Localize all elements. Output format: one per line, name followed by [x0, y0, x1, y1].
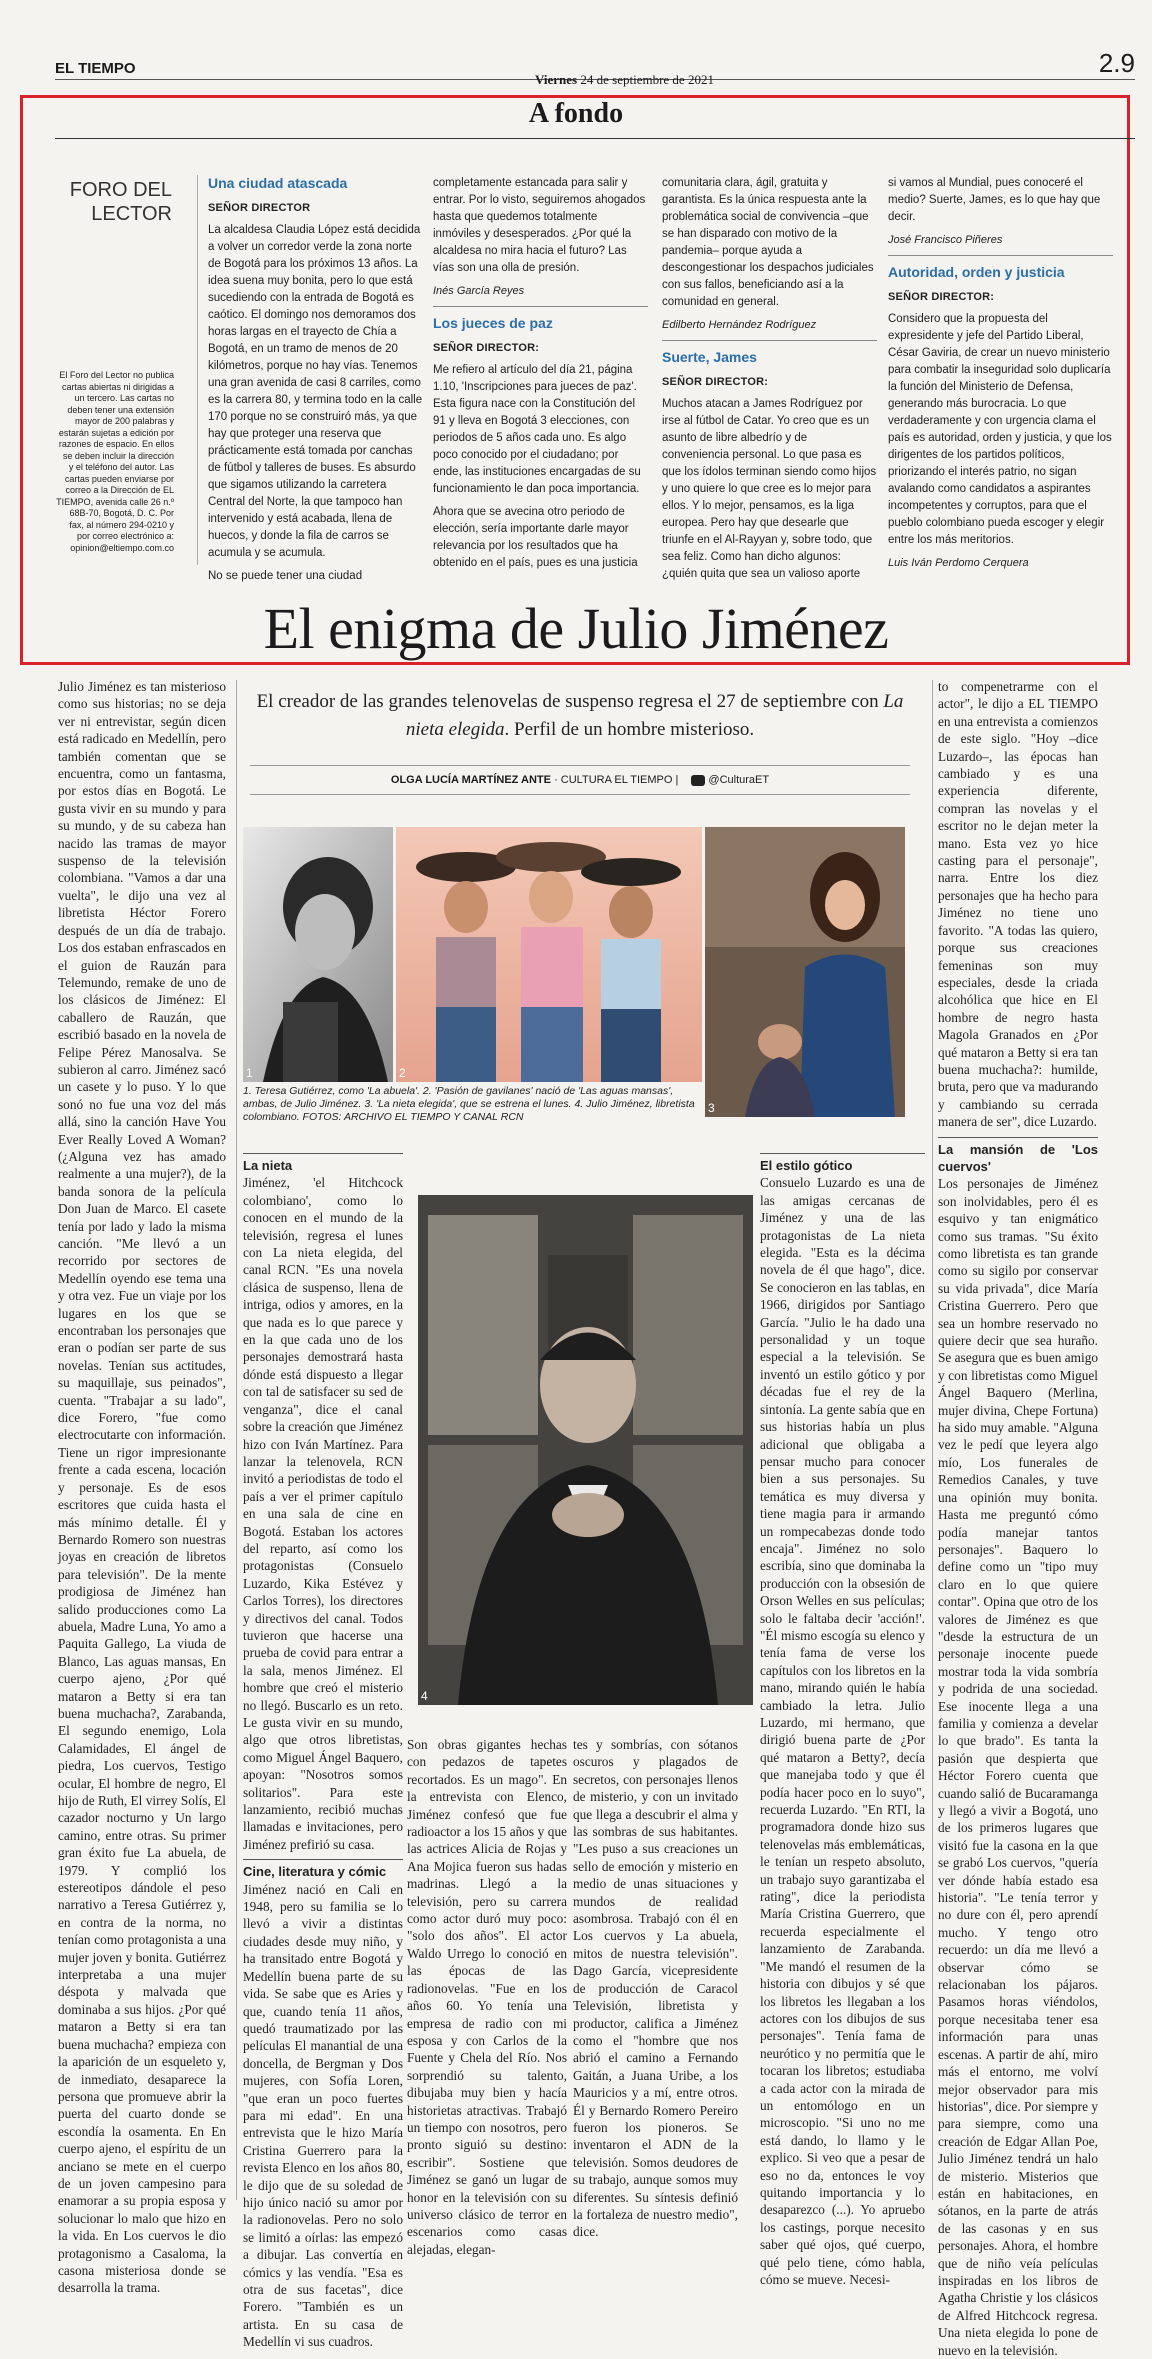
- article-column-6: to compenetrarme con el actor", le dijo a EL TIEMPO en una entrevista a comienzos de este siglo. "Hoy –dice Luzardo–, las épocas han cambiado y es una experiencia diferente, compran las novelas y el escritor no le dejan meter la mano. Esta vez yo hice casting para el personaje", narra. Entre los diez personajes que ha hecho para Jiménez no tiene uno favorito. "A todas las quiero, porque sus creaciones femeninas son muy especiales, desde la criada alcohólica que hice en El hombre de negro hasta Magola Granados en ¿Por qué mataron a Betty si era tan buena muchacha?: humilde, bruta, pero que va madurando y cambiando su cerrada manera de ser", dice Luzardo. La mansión de 'Los cuervos' Los personajes de Jiménez son inolvidables, pero él es esquivo y tan enigmático como sus tramas. "Su éxito como libretista es tan grande como su sigilo por conservar su vida privada", dice María Cristina Guerrero. Pero que sea un hombre reservado no quiere decir que sea huraño. Se asegura que es buen amigo y con libretistas como Miguel Ángel Baquero (Merlina, mujer divina, Chepe Fortuna) ha sido muy amable. "Alguna vez le pedí que leyera algo mío, Los funerales de Remedios Canales, y tuve una opinión muy bonita. Hasta me preguntó cómo podía manejar tantos personajes". Baquero lo define como un "tipo muy claro en lo que quiere contar". Opina que otro de los valores de Jiménez es que "desde la estructura de un personaje inocente puede mostrar toda la vida sombría y podrida de una sociedad. Ese inocente llega a una familia y comienza a develar lo que brado". Es tanta la pasión que despierta que Héctor Forero cuenta que cuando salió de Bucaramanga y llegó a vivir a Bogotá, uno de los primeros lugares que visitó fue la casona en la que se grabó Los cuervos, "quería ver dónde había estado esa historia". "Le tenía terror y no dure con él, pero aprendí mucho. Y tengo otro recuerdo: un día me llevó a observar cómo se relacionaban los pájaros. Pasamos horas viéndolos, porque necesitaba tener esa información para unas escenas. A partir de ahí, miro más el entorno, me volví mejor observador para mis historias", dice. Por siempre y para siempre, como una creación de Edgar Allan Poe, Julio Jiménez tendrá un halo de misterio. Misterios que están en habitaciones, en sótanos, en la parte de atrás de las casonas y en sus personajes. Ahora, el hombre que de niño veía películas inspiradas en los libros de Agatha Christie y los clásicos de Alfred Hitchcock regresa. Una nieta elegida lo pone de nuevo en la televisión.: [938, 679, 1098, 2358]
- letter-title: Suerte, James: [662, 349, 757, 365]
- letter-signature: Luis Iván Perdomo Cerquera: [888, 557, 1029, 569]
- article-column-4: tes y sombrías, con sótanos oscuros y plagados de secretos, con personajes llenos de misterio, y con un invitado que llega a descubrir el alma y las sombras de sus habitantes. "Les puso a sus creaciones un sello de emoción y misterio en medio de unas situaciones y mundos de realidad asombrosa. Trabajó con él en Los cuervos y La abuela, mitos de nuestra televisión". Dago García, vicepresidente de producción de Caracol Televisión, libretista y productor, califica a Jiménez como el "hombre que nos abrió el camino a Fernando Gaitán, a Juana Uribe, a los Mauricios y a mí, entre otros. Él y Bernardo Romero Pereiro fueron los pioneros. Se inventaron el ADN de la televisión. Somos deudores de su trabajo, aunque somos muy diferentes. Su síntesis definió la fortaleza de nuestro medio", dice.: [573, 1737, 738, 2240]
- header-date: Viernes 24 de septiembre de 2021: [535, 72, 714, 87]
- letter-title: Una ciudad atascada: [208, 175, 348, 191]
- letter-salutation: SEÑOR DIRECTOR: [208, 202, 311, 214]
- letter-column-3: [662, 175, 877, 589]
- letter-title: Autoridad, orden y justicia: [888, 264, 1065, 280]
- article-column-5: El estilo gótico Consuelo Luzardo es una de las amigas cercanas de Jiménez y una de las protagonistas de La nieta elegida. "Esta es la décima novela de él que hago", dice. Se conocieron en las tablas, en 1966, dirigidos por Santiago García. "Julio le ha dado una personalidad y un toque especial a la televisión. Se inventó un estilo gótico y por décadas fue el rey de la sintonía. La gente sabía que en sus historias había un plus adicional que obligaba a pensar mucho para conocer bien a sus personajes. Su temática es muy diversa y tiene magia para ir armando un rompecabezas donde todo encaja". Jiménez no solo escribía, sino que dominaba la producción con la obsesión de Orson Welles en sus películas; solo le faltaba decir 'acción!'. "Él mismo escogía su elenco y tenía fama de verse los capítulos con los libretos en la mano, mirando quién le había cambiado la letra. Julio Luzardo, mi hermano, que dirigió buena parte de ¿Por qué mataron a Betty?, decía que manejaba todo y que él podía hacer poco en lo suyo", recuerda Luzardo. "En RTI, la programadora donde hizo sus telenovelas más emblemáticas, le tenían un respeto absoluto, un trabajo suyo garantizaba el rating", dice la periodista María Cristina Guerrero, que recuerda especialmente el lanzamiento de Zarabanda. "Me mandó el resumen de la historia con dibujos y sé que los libretos les llegaban a los actores con los dibujos de sus personajes". Tenía fama de neurótico y no permitía que le tocaran los libretos; estudiaba a cada actor con la mirada de un entomólogo en un microscopio. "Si uno no me está dando, lo llamo y le explico. Si veo que a pesar de eso no da, entonces le voy quitando importancia y lo desaparezco (...). Yo apruebo los castings, porque necesito saber qué ojos, qué cuerpo, qué pelo tiene, cómo habla, cómo se mueve. Necesi-: [760, 1147, 925, 2207]
- letter-paragraph: comunitaria clara, ágil, gratuita y garantista. Es la única respuesta ante la problemática social de convivencia –que se han disparado con motivo de la pandemia– porque ayuda a descongestionar los despachos judiciales con sus fallos, beneficiando así a la comunidad en general.: [662, 177, 874, 308]
- twitter-icon: [691, 775, 705, 786]
- letter-signature: Inés García Reyes: [433, 283, 648, 307]
- letter-salutation: SEÑOR DIRECTOR:: [662, 376, 769, 388]
- section-heading: Cine, literatura y cómic: [243, 1859, 403, 1880]
- letter-title: Los jueces de paz: [433, 315, 553, 331]
- letter-salutation: SEÑOR DIRECTOR:: [433, 342, 540, 354]
- letter-paragraph: Me refiero al artículo del día 21, página 1.10, 'Inscripciones para jueces de paz'. Esta figura nace con la Constitución del 91 y lleva en Bogotá 3 elecciones, con periodos de 5 años cada uno. Es algo poco conocido por el ciudadano; por ende, las instituciones encargadas de su funcionamiento le dan poca importancia.: [433, 364, 641, 495]
- section-heading: La mansión de 'Los cuervos': [938, 1137, 1098, 1176]
- byline: OLGA LUCÍA MARTÍNEZ ANTE · CULTURA EL TIEMPO | @CulturaET: [250, 765, 910, 795]
- page-header: [55, 48, 1135, 87]
- letter-paragraph: Muchos atacan a James Rodríguez por irse al fútbol de Catar. Yo creo que es un asunto de libre albedrío y de conveniencia personal. Lo que pasa es que los ídolos terminan siendo como hijos y uno quiere lo que cree es lo mejor para ellos. Y lo mejor, pensamos, es la liga europea. Pero hay que desearle que triunfe en el Al-Rayyan y, sobre todo, que sea feliz. Como han dicho algunos: ¿quién quita que sea un valioso aporte: [662, 398, 877, 580]
- foro-note: El Foro del Lector no publica cartas abiertas ni dirigidas a un tercero. Las cartas no deben tener una extensión mayor de 200 palabras y estarán sujetas a edición por razones de espacio. En ellos se deben incluir la dirección y el teléfono del autor. Las cartas pueden enviarse por correo a la Dirección de EL TIEMPO, avenida calle 26 n.º 68B-70, Bogotá, D. C. Por fax, al número 294-0210 y por correo electrónico a: opinion@eltiempo.com.co: [56, 370, 174, 553]
- photo-caption: 1. Teresa Gutiérrez, como 'La abuela'. 2. 'Pasión de gavilanes' nació de 'Las aguas mansas', ambas, de Julio Jiménez. 3. 'La nieta elegida', que se estrena el lunes. 4. Julio Jiménez, libretista colombiano. FOTOS: ARCHIVO EL TIEMPO Y CANAL RCN: [243, 1085, 695, 1123]
- letter-paragraph: La alcaldesa Claudia López está decidida a volver un corredor verde la zona norte de Bogotá para los próximos 13 años. La idea suena muy bonita, pero lo que está sucediendo con la entrada de Bogotá es caótico. El domingo nos demoramos dos horas largas en el trayecto de Chía a Bogotá, en un tramo de menos de 20 kilómetros, porque no hay vías. Tenemos una gran avenida de casi 8 carriles, como es la carrera 80, y termina todo en la calle 170 porque no se construiró más, ya que hay que proteger una reserva que prácticamente está tomada por canchas de fútbol y talleres de buses. Es absurdo que sigamos utilizando la carretera Central del Norte, la que tampoco han intervenido y está acabada, llena de huecos, y donde la fila de carros se acumula y se acumula.: [208, 224, 423, 559]
- letter-paragraph: Ahora que se avecina otro periodo de elección, sería importante darle mayor relevancia por los resultados que ha obtenido en el país, pues es una justicia: [433, 506, 638, 569]
- column-divider: [932, 680, 933, 2200]
- column-divider: [197, 175, 198, 565]
- section-title: A fondo: [528, 98, 624, 129]
- twitter-handle: @CulturaET: [708, 774, 770, 786]
- section-heading: La nieta: [243, 1153, 403, 1174]
- photo-number: 3: [708, 1101, 715, 1115]
- letter-paragraph: si vamos al Mundial, pues conoceré el medio? Suerte, James, es lo que hay que decir.: [888, 177, 1101, 223]
- article-subtitle: El creador de las grandes telenovelas de suspenso regresa el 27 de septiembre con La nieta elegida. Perfil de un hombre misterioso.: [256, 691, 904, 740]
- article-column-2: La nieta Jiménez, 'el Hitchcock colombiano', como lo conocen en el mundo de la televisión, regresa el lunes con La nieta elegida, del canal RCN. "Es una novela clásica de suspenso, llena de intriga, odios y amores, en la que nada es lo que parece y en la que cada uno de los personajes demostrará hasta dónde está dispuesto a llegar con tal de satisfacer su sed de venganza", dice el canal sobre la creación que Jiménez hizo con Iván Martínez. Para lanzar la telenovela, RCN invitó a periodistas de todo el país a ver el primer capítulo en una sala de cine en Bogotá. Estaban los actores del reparto, así como los protagonistas (Consuelo Luzardo, Kika Estévez y Carlos Torres), los directores y directivos del canal. Todos tuvieron que hacerse una prueba de covid para entrar a la sala, menos Jiménez. El hombre que creó el misterio no llegó. Buscarlo es un reto. Le gusta vivir en su mundo, algo que otros libretistas, como Miguel Ángel Baquero, apoyan: "Nosotros somos solitarios". Para este lanzamiento, recibió muchas llamadas e invitaciones, pero Jiménez prefirió su casa. Cine, literatura y cómic Jiménez nació en Cali en 1948, pero su familia se lo llevó a vivir a distintas ciudades desde muy niño, y ha transitado entre Bogotá y Medellín buena parte de su vida. Se sabe que es Aries y que, cuando tenía 11 años, quedó traumatizado por las películas El manantial de una doncella, de Bergman y Dos mujeres, con Sofía Loren, "que eran un poco fuertes para mi edad". En una entrevista que le hizo María Cristina Guerrero para la revista Elenco en los años 80, le dijo que de su soledad de hijo único nació su amor por la radionovelas. Pero no solo se limitó a oírlas: las empezó a dibujar. Las convertía en cómics y las vendía. "Esa es otra de sus facetas", dice Forero. "También es un artista. En su casa de Medellín vi sus cuadros.: [243, 1147, 403, 2351]
- photo-number: 2: [399, 1066, 406, 1080]
- section-rule: [55, 138, 1135, 139]
- letter-paragraph: completamente estancada para salir y entrar. Por lo visto, seguiremos ahogados hasta que quedemos totalmente inmóviles y desesperados. ¿Por qué la alcaldesa no mira hacia el futuro? Las vías son una olla de presión.: [433, 177, 646, 274]
- page-number: 2.9: [1098, 48, 1135, 78]
- letter-column-4: [888, 175, 1113, 586]
- section-heading: El estilo gótico: [760, 1153, 925, 1174]
- letter-salutation: SEÑOR DIRECTOR:: [888, 291, 995, 303]
- letter-signature: José Francisco Piñeres: [888, 232, 1113, 256]
- photo-pasion-de-gavilanes: [396, 827, 702, 1082]
- photo-julio-jimenez: [418, 1195, 753, 1705]
- letter-paragraph: No se puede tener una ciudad: [208, 570, 363, 582]
- column-divider: [236, 680, 237, 2200]
- letter-signature: Edilberto Hernández Rodríguez: [662, 317, 877, 341]
- letter-paragraph: Considero que la propuesta del expresidente y jefe del Partido Liberal, César Gaviria, de crear un nuevo ministerio para combatir la inseguridad solo duplicaría la función del Ministerio de Defensa, generando más burocracia. Lo que verdaderamente y con urgencia clama el país es autoridad, orden y justicia, y que los dirigentes de los partidos políticos, priorizando el interés patrio, no sigan avalando como candidatos a aspirantes incompetentes y corruptos, para que el pueblo colombiano pueda escoger y elegir entre los más meritorios.: [888, 313, 1112, 546]
- letter-column-2: [433, 175, 648, 578]
- letter-column-1: [208, 175, 423, 591]
- article-column-1: Julio Jiménez es tan misterioso como sus historias; no se deja ver ni entrevistar, según dicen está radicado en Medellín, pero también comentan que se encuentra, como un fantasma, por estos días en Bogotá. Le gusta vivir en su mundo y para su mundo, y de su cabeza han nacido las tramas de mayor suspenso de la televisión colombiana. "Vamos a dar una vuelta", le dijo una vez al libretista Héctor Forero después de un día de trabajo. Los dos estaban enfrascados en el guion de Rauzán para Telemundo, remake de uno de los clásicos de Jiménez: El caballero de Rauzán, que escribió basado en la novela de Felipe Pérez Manosalva. Se subieron al carro. Jiménez sacó un casete y lo puso. Y lo que sonó no fue una voz del más allá, sino la canción Have You Ever Really Loved A Woman? (¿Alguna vez has amado realmente a una mujer?), de la banda sonora de la película Don Juan de Marco. El casete tenía por lado y lado la misma canción. "Me llevó a un recorrido por sectores de Medellín oyendo ese tema una y otra vez. Fue un viaje por los lugares en los que se encontraban los personajes que eran o podían ser parte de sus novelas. Tenían sus actitudes, su maquillaje, sus peinados", cuenta. "Trabajar a su lado", dice Forero, "fue como electrocutarte con información. Tiene un rigor impresionante frente a cada escena, locación y personaje. Es de esos escritores que cuida hasta el más mínimo detalle. Él y Bernardo Romero son nuestras joyas en creación de libretos para televisión". De la mente prodigiosa de Jiménez han salido producciones como La abuela, Madre Luna, Yo amo a Paquita Gallego, La viuda de Blanco, Las aguas mansas, En cuerpo ajeno, ¿Por qué mataron a Betty si era tan buena muchacha?, Zarabanda, El segundo enemigo, Lola Calamidades, El ángel de piedra, Los cuervos, Testigo ocular, El hombre de negro, El hijo de Ruth, El virrey Solís, El cazador nocturno y Un largo camino, entre otras. Su primer gran éxito fue La abuela, de 1979. Y complió los estereotipos dándole el peso narrativo a Teresa Gutiérrez y, en contra de la norma, no tenían como protagonista a una mujer joven y bonita. Gutiérrez interpretaba a una mujer déspota y malvada que dominaba a sus hijos. ¿Por qué mataron a Betty si era tan buena muchacha? empieza con la aparición de un esqueleto y, de inmediato, desaparece la persona que promueve abrir la puerta del cuarto donde se escondía la osamenta. En En cuerpo ajeno, el espíritu de un anciano se mete en el cuerpo de un joven campesino para enamorar a su propia esposa y solucionar lo malo que hizo en la vida. En Los cuervos le dio protagonismo a Casaloma, la casona misteriosa donde se desarrolla la trama.: [58, 679, 226, 2296]
- photo-teresa-gutierrez: [243, 827, 393, 1082]
- foro-title: FORO DEL LECTOR: [69, 179, 172, 225]
- photo-number: 1: [246, 1066, 253, 1080]
- article-title: El enigma de Julio Jiménez: [263, 596, 889, 661]
- photo-la-nieta-elegida: [705, 827, 905, 1117]
- photo-number: 4: [421, 1689, 428, 1703]
- newspaper-name: EL TIEMPO: [55, 60, 136, 77]
- article-column-3: Son obras gigantes hechas con pedazos de tapetes recortados. Es un mago". En la entrevista con Elenco, Jiménez confesó que fue radioactor a los 15 años y que las actrices Alicia de Rojas y Ana Mojica fueron sus hadas madrinas. Llegó a la televisión, pero su carrera como actor duró muy poco: "solo dos años". El actor Waldo Urrego lo conoció en las épocas de las radionovelas. "Fue en los años 60. Yo tenía una empresa de radio con mi esposa y con Carlos de la Fuente y Chela del Río. Nos sorprendió su talento, dibujaba muy bien y hacía historietas atractivas. Trabajó un tiempo con nosotros, pero pronto siguió su destino: escribir". Sostiene que Jiménez se ganó un lugar de honor en la televisión con su universo clásico de terror en escenarios como casas alejadas, elegan-: [407, 1737, 567, 2257]
